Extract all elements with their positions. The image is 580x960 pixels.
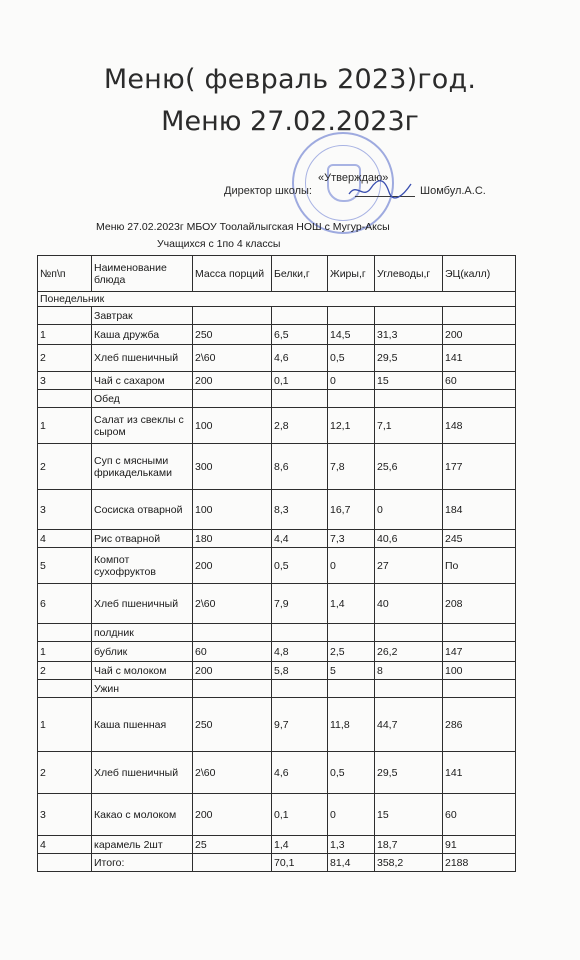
section-blank-cell	[38, 680, 92, 698]
carbs-value: 31,3	[375, 325, 443, 345]
meal-section-name: Завтрак	[92, 307, 193, 325]
protein-value: 9,7	[272, 698, 328, 752]
protein-value: 4,6	[272, 345, 328, 372]
protein-value: 4,4	[272, 530, 328, 548]
kcal-value: 286	[443, 698, 516, 752]
dish-name: Какао с молоком	[92, 794, 193, 836]
dish-name: Чай с сахаром	[92, 372, 193, 390]
row-number: 1	[38, 642, 92, 662]
col-fat-header: Жиры,г	[328, 256, 375, 292]
director-label: Директор школы:	[224, 185, 312, 197]
section-blank-cell	[443, 390, 516, 408]
fat-value: 0	[328, 372, 375, 390]
carbs-value: 29,5	[375, 345, 443, 372]
portion-mass: 100	[193, 408, 272, 444]
section-blank-cell	[193, 624, 272, 642]
table-row	[38, 530, 516, 548]
kcal-value: 60	[443, 794, 516, 836]
fat-value: 7,3	[328, 530, 375, 548]
protein-value: 7,9	[272, 584, 328, 624]
col-mass-header: Масса порций	[193, 256, 272, 292]
row-number: 2	[38, 345, 92, 372]
section-blank-cell	[375, 307, 443, 325]
table-row	[38, 698, 516, 752]
portion-mass: 60	[193, 642, 272, 662]
row-number: 3	[38, 372, 92, 390]
menu-table	[37, 255, 516, 872]
dish-name: карамель 2шт	[92, 836, 193, 854]
row-number: 5	[38, 548, 92, 584]
portion-mass: 250	[193, 698, 272, 752]
carbs-value: 25,6	[375, 444, 443, 490]
meal-section-name: Ужин	[92, 680, 193, 698]
section-blank-cell	[272, 624, 328, 642]
kcal-value: 200	[443, 325, 516, 345]
total-blank-cell	[38, 854, 92, 872]
portion-mass: 300	[193, 444, 272, 490]
table-row	[38, 372, 516, 390]
kcal-value: 245	[443, 530, 516, 548]
carbs-value: 18,7	[375, 836, 443, 854]
dish-name: Хлеб пшеничный	[92, 752, 193, 794]
col-kcal-header: ЭЦ(калл)	[443, 256, 516, 292]
section-blank-cell	[38, 307, 92, 325]
portion-mass: 2\60	[193, 584, 272, 624]
row-number: 4	[38, 530, 92, 548]
director-signature	[345, 176, 415, 202]
table-row	[38, 662, 516, 680]
carbs-value: 26,2	[375, 642, 443, 662]
protein-value: 0,1	[272, 372, 328, 390]
kcal-value: 100	[443, 662, 516, 680]
col-dish-header: Наименование блюда	[92, 256, 193, 292]
carbs-value: 40	[375, 584, 443, 624]
kcal-value: 141	[443, 752, 516, 794]
table-row	[38, 794, 516, 836]
row-number: 4	[38, 836, 92, 854]
protein-value: 2,8	[272, 408, 328, 444]
menu-school-caption: Меню 27.02.2023г МБОУ Тоолайлыгская НОШ с Мугур-Аксы	[96, 221, 390, 233]
col-carbs-header: Углеводы,г	[375, 256, 443, 292]
kcal-value: 141	[443, 345, 516, 372]
total-row	[38, 854, 516, 872]
kcal-value: По	[443, 548, 516, 584]
carbs-value: 29,5	[375, 752, 443, 794]
fat-value: 0,5	[328, 345, 375, 372]
dish-name: Чай с молоком	[92, 662, 193, 680]
portion-mass: 200	[193, 548, 272, 584]
carbs-value: 15	[375, 794, 443, 836]
section-blank-cell	[272, 390, 328, 408]
section-blank-cell	[443, 624, 516, 642]
carbs-value: 44,7	[375, 698, 443, 752]
row-number: 2	[38, 662, 92, 680]
table-row	[38, 836, 516, 854]
row-number: 6	[38, 584, 92, 624]
approval-label: «Утверждаю»	[318, 172, 389, 184]
dish-name: Каша дружба	[92, 325, 193, 345]
section-blank-cell	[193, 680, 272, 698]
fat-value: 11,8	[328, 698, 375, 752]
table-header-row	[38, 256, 516, 292]
fat-value: 5	[328, 662, 375, 680]
portion-mass: 25	[193, 836, 272, 854]
section-blank-cell	[38, 624, 92, 642]
section-blank-cell	[375, 680, 443, 698]
dish-name: Сосиска отварной	[92, 490, 193, 530]
section-blank-cell	[328, 307, 375, 325]
fat-value: 1,3	[328, 836, 375, 854]
kcal-value: 147	[443, 642, 516, 662]
section-blank-cell	[328, 624, 375, 642]
col-number-header: №п\п	[38, 256, 92, 292]
kcal-value: 148	[443, 408, 516, 444]
director-name: Шомбул.А.С.	[420, 185, 486, 197]
fat-value: 0,5	[328, 752, 375, 794]
dish-name: Хлеб пшеничный	[92, 345, 193, 372]
fat-value: 0	[328, 794, 375, 836]
row-number: 1	[38, 325, 92, 345]
carbs-value: 8	[375, 662, 443, 680]
total-fat: 81,4	[328, 854, 375, 872]
protein-value: 8,3	[272, 490, 328, 530]
dish-name: бублик	[92, 642, 193, 662]
kcal-value: 177	[443, 444, 516, 490]
carbs-value: 7,1	[375, 408, 443, 444]
portion-mass: 200	[193, 662, 272, 680]
protein-value: 8,6	[272, 444, 328, 490]
section-blank-cell	[193, 307, 272, 325]
dish-name: Компот сухофруктов	[92, 548, 193, 584]
dish-name: Каша пшенная	[92, 698, 193, 752]
total-label: Итого:	[92, 854, 193, 872]
portion-mass: 100	[193, 490, 272, 530]
table-row	[38, 325, 516, 345]
section-blank-cell	[375, 390, 443, 408]
fat-value: 7,8	[328, 444, 375, 490]
fat-value: 0	[328, 548, 375, 584]
row-number: 1	[38, 408, 92, 444]
portion-mass: 200	[193, 794, 272, 836]
portion-mass: 200	[193, 372, 272, 390]
total-protein: 70,1	[272, 854, 328, 872]
row-number: 3	[38, 490, 92, 530]
section-blank-cell	[443, 307, 516, 325]
portion-mass: 250	[193, 325, 272, 345]
row-number: 3	[38, 794, 92, 836]
menu-grades-caption: Учащихся с 1по 4 классы	[157, 238, 281, 250]
portion-mass: 2\60	[193, 345, 272, 372]
meal-section-name: полдник	[92, 624, 193, 642]
carbs-value: 15	[375, 372, 443, 390]
section-blank-cell	[272, 307, 328, 325]
carbs-value: 0	[375, 490, 443, 530]
kcal-value: 60	[443, 372, 516, 390]
row-number: 2	[38, 444, 92, 490]
fat-value: 16,7	[328, 490, 375, 530]
table-row	[38, 642, 516, 662]
total-carbs: 358,2	[375, 854, 443, 872]
total-blank-cell	[193, 854, 272, 872]
section-blank-cell	[443, 680, 516, 698]
protein-value: 0,5	[272, 548, 328, 584]
protein-value: 4,8	[272, 642, 328, 662]
row-number: 1	[38, 698, 92, 752]
fat-value: 14,5	[328, 325, 375, 345]
day-label: Понедельник	[38, 292, 516, 307]
table-row	[38, 408, 516, 444]
fat-value: 2,5	[328, 642, 375, 662]
fat-value: 1,4	[328, 584, 375, 624]
section-blank-cell	[328, 680, 375, 698]
portion-mass: 2\60	[193, 752, 272, 794]
carbs-value: 40,6	[375, 530, 443, 548]
portion-mass: 180	[193, 530, 272, 548]
col-protein-header: Белки,г	[272, 256, 328, 292]
meal-section-row	[38, 680, 516, 698]
kcal-value: 184	[443, 490, 516, 530]
section-blank-cell	[38, 390, 92, 408]
table-row	[38, 444, 516, 490]
meal-section-row	[38, 390, 516, 408]
meal-section-row	[38, 624, 516, 642]
total-kcal: 2188	[443, 854, 516, 872]
dish-name: Хлеб пшеничный	[92, 584, 193, 624]
kcal-value: 208	[443, 584, 516, 624]
row-number: 2	[38, 752, 92, 794]
meal-section-name: Обед	[92, 390, 193, 408]
protein-value: 1,4	[272, 836, 328, 854]
section-blank-cell	[272, 680, 328, 698]
protein-value: 4,6	[272, 752, 328, 794]
table-row	[38, 752, 516, 794]
protein-value: 5,8	[272, 662, 328, 680]
table-row	[38, 490, 516, 530]
kcal-value: 91	[443, 836, 516, 854]
dish-name: Рис отварной	[92, 530, 193, 548]
section-blank-cell	[328, 390, 375, 408]
day-row	[38, 292, 516, 307]
section-blank-cell	[193, 390, 272, 408]
table-row	[38, 345, 516, 372]
table-row	[38, 548, 516, 584]
protein-value: 0,1	[272, 794, 328, 836]
page-subtitle-date: Меню 27.02.2023г	[161, 106, 419, 137]
meal-section-row	[38, 307, 516, 325]
section-blank-cell	[375, 624, 443, 642]
protein-value: 6,5	[272, 325, 328, 345]
carbs-value: 27	[375, 548, 443, 584]
fat-value: 12,1	[328, 408, 375, 444]
page-title: Меню( февраль 2023)год.	[103, 64, 477, 95]
table-row	[38, 584, 516, 624]
dish-name: Салат из свеклы с сыром	[92, 408, 193, 444]
dish-name: Суп с мясными фрикадельками	[92, 444, 193, 490]
